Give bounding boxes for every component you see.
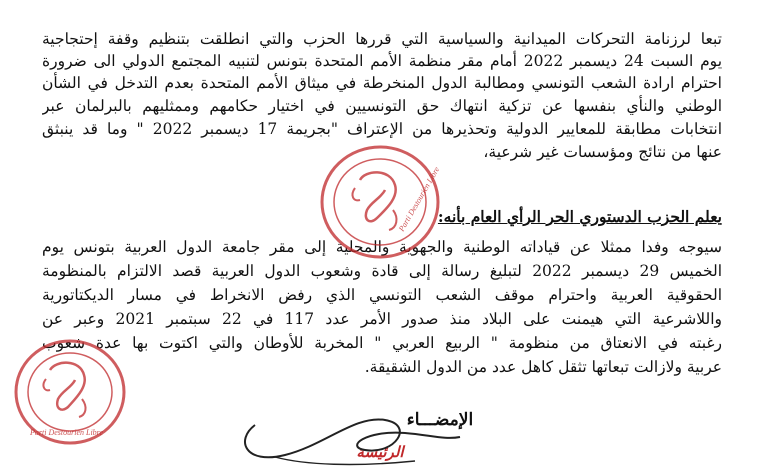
body-line-5: رغبته في الانعتاق من منظومة " الربيع العربي " المخربة للأوطان والتي اكتوت بها عدة شعوب — [42, 334, 722, 352]
intro-line-1: تبعا لرزنامة التحركات الميدانية والسياسية التي قررها الحزب والتي انطلقت بتنظيم وقفة إحتجاجية — [42, 30, 722, 48]
stamp-caption: Parti Destourien Libre — [396, 165, 442, 233]
signature-label: الإمضـــاء — [406, 410, 474, 430]
announcement-heading: يعلم الحزب الدستوري الحر الرأي العام بأنه: — [437, 207, 722, 226]
body-line-3: الحقوقية العربية واحترام موقف الشعب التونسي الذي رفض الانخراط في مسار الديكتاتورية — [42, 286, 722, 304]
intro-line-2: يوم السبت 24 ديسمبر 2022 أمام مقر منظمة الأمم المتحدة بتونس لتنبيه المجتمع الدولي الى ضرورة — [42, 52, 722, 70]
intro-line-6: عنها من نتائج ومؤسسات غير شرعية، — [483, 143, 722, 161]
stamp-caption-2: Parti Destourien Libre — [30, 428, 104, 437]
intro-line-5: انتخابات مطابقة للمعايير الدولية وتحذيرها من الإعتراف "بجريمة 17 ديسمبر 2022 " وما قد ينبثق — [42, 120, 722, 138]
body-line-6: عربية ولازالت تبعاتها تثقل كاهل عدد من الدول الشقيقة. — [364, 358, 722, 376]
intro-line-4: الوطني والنأي بنفسها عن تزكية انتهاك حق التونسيين في اختيار حكامهم وممثليهم بالبرلمان عبر — [42, 97, 722, 115]
body-line-4: واللاشرعية التي هيمنت على البلاد منذ صدور الأمر عدد 117 في 22 سبتمبر 2021 وعبر عن — [42, 310, 722, 328]
body-line-2: الخميس 29 ديسمبر 2022 لتبليغ رسالة إلى قادة وشعوب الدول العربية قصد الالتزام بالمنظومة — [42, 262, 722, 280]
body-line-1: سيوجه وفدا ممثلا عن قياداته الوطنية والجهوية والمحلية إلى مقر جامعة الدول العربية بتونس يوم — [42, 238, 722, 256]
signature-title: الرئيسة — [356, 443, 404, 461]
intro-line-3: احترام ارادة الشعب التونسي ومطالبة الدول المنخرطة في ميثاق الأمم المتحدة بعدم التدخل في الشأن — [42, 74, 722, 92]
